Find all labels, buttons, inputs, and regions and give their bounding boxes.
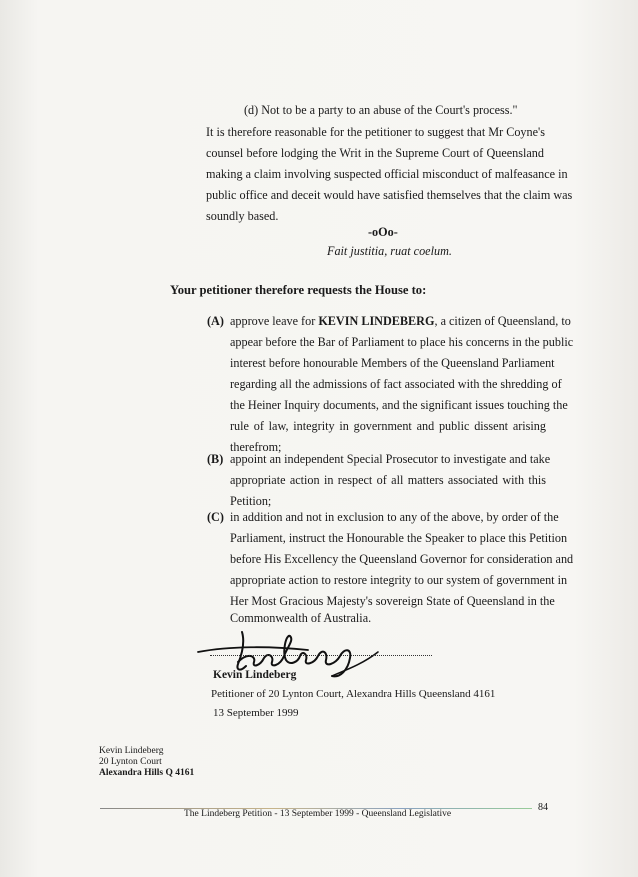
item-a-label: (A) [207,314,224,328]
request-heading: Your petitioner therefore requests the House to: [170,283,427,297]
signatory-name: Kevin Lindeberg [213,669,297,681]
quote-item-d: (d) Not to be a party to an abuse of the Court's process." [244,103,518,117]
item-a-line: therefrom; [230,440,282,454]
para1-line-5: soundly based. [206,209,279,223]
para1-line-1: It is therefore reasonable for the petitioner to suggest that Mr Coyne's [206,125,545,139]
item-c-line: appropriate action to restore integrity to our system of government in [230,573,568,587]
item-b-line: appoint an independent Special Prosecutor to investigate and take [230,452,551,466]
item-a-first-line [230,311,571,332]
footer-text: The Lindeberg Petition - 13 September 1999 - Queensland Legislative [184,809,452,819]
item-c-line: before His Excellency the Queensland Governor for consideration and [230,552,574,566]
address-street: 20 Lynton Court [99,757,162,767]
item-b-line: Petition; [230,494,272,508]
signature-line [210,655,432,656]
para1-line-4: public office and deceit would have satisfied themselves that the claim was [206,188,573,202]
item-a-line: interest before honourable Members of the Queensland Parliament [230,356,555,370]
page-number: 84 [538,802,548,813]
separator: -oOo- [368,225,398,239]
item-c-line: Parliament, instruct the Honourable the Speaker to place this Petition [230,531,568,545]
item-a-line: rule of law, integrity in government and public dissent arising [230,419,546,433]
bleed-through-text [80,196,82,206]
item-b-label: (B) [207,452,224,466]
item-a-name: KEVIN LINDEBERG [318,314,435,328]
signatory-date: 13 September 1999 [213,707,299,719]
item-a-line: appear before the Bar of Parliament to place his concerns in the public [230,335,574,349]
latin-maxim: Fait justitia, ruat coelum. [327,244,452,258]
address-name: Kevin Lindeberg [99,746,164,756]
item-b-line: appropriate action in respect of all matters associated with this [230,473,546,487]
item-c-line: Commonwealth of Australia. [230,611,372,625]
para1-line-2: counsel before lodging the Writ in the Supreme Court of Queensland [206,146,544,160]
address-city: Alexandra Hills Q 4161 [99,768,195,778]
item-c-line: in addition and not in exclusion to any of the above, by order of the [230,510,559,524]
item-a-line: regarding all the admissions of fact associated with the shredding of [230,377,562,391]
item-c-label: (C) [207,510,224,524]
item-a-line: the Heiner Inquiry documents, and the significant issues touching the [230,398,568,412]
para1-line-3: making a claim involving suspected official misconduct of malfeasance in [206,167,568,181]
item-a-first-post: , a citizen of Queensland, to [434,314,571,328]
signatory-address: Petitioner of 20 Lynton Court, Alexandra Hills Queensland 4161 [211,688,496,700]
item-a-first-pre: approve leave for [230,314,319,328]
item-c-line: Her Most Gracious Majesty's sovereign State of Queensland in the [230,594,555,608]
